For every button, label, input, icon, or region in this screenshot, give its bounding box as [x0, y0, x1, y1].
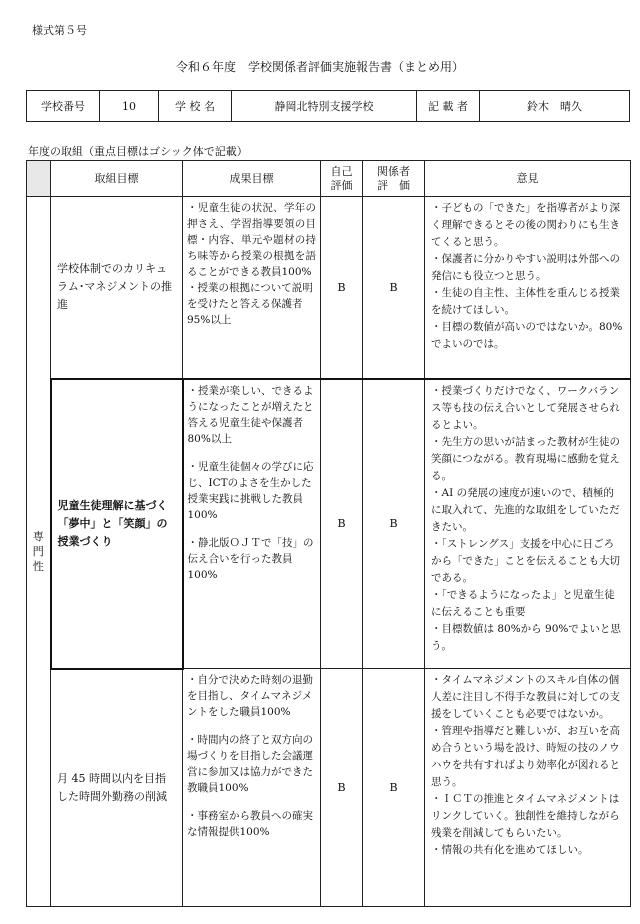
table-row: [27, 379, 631, 669]
school-number: 10: [100, 91, 159, 122]
result-cell: [183, 197, 321, 379]
opinion-item: ・情報の共有化を進めてほしい。: [431, 844, 589, 856]
header-stakeholder-eval: 関係者 評 価: [363, 161, 425, 197]
result-cell: [183, 379, 321, 669]
header-result: 成果目標: [183, 161, 321, 197]
opinion-item: ・授業づくりだけでなく、ワークバランス等も技の伝え合いとして発展させられるとよい。: [431, 384, 620, 431]
goal-cell-priority: 児童生徒理解に基づく「夢中」と「笑顔」の授業づくり: [51, 379, 183, 669]
opinion-item: ・目標数値は 80%から 90%でよいと思う。: [431, 622, 621, 652]
opinion-cell: [425, 379, 631, 669]
header-goal: 取組目標: [51, 161, 183, 197]
opinion-item: ・タイムマネジメントのスキル自体の個人差に注目し不得手な教員に対しての支援をしていくことも必要ではないか。: [431, 674, 620, 720]
opinion-cell: [425, 197, 631, 379]
self-eval: B: [321, 669, 363, 907]
school-number-label: 学校番号: [27, 91, 100, 122]
opinion-item: ・子どもの「できた」を指導者がより深く理解できるとその後の関わりにも生きてくると思う。: [431, 202, 620, 248]
opinion-item: ・生徒の自主性、主体性を重んじる授業を続けてほしい。: [431, 287, 620, 316]
goal-cell: 学校体制でのカリキュラム･マネジメントの推進: [51, 197, 183, 379]
opinion-item: ・「できるようになったよ」と児童生徒に伝えることも重要: [431, 588, 615, 618]
section-caption: 年度の取組（重点目標はゴシック体で記載）: [28, 145, 248, 158]
document-title: 令和６年度 学校関係者評価実施報告書（まとめ用）: [175, 60, 464, 74]
recorder-name: 鈴木 晴久: [480, 91, 630, 122]
opinion-item: ・ＩＣＴの推進とタイムマネジメントはリンクしていく。独創性を維持しながら残業を削減してもらいたい。: [431, 793, 620, 839]
result-item: ・時間内の終了と双方向の場づくりを目指した会議運営に参加又は協力ができた教職員100%: [187, 734, 313, 794]
header-self-eval: 自己 評価: [321, 161, 363, 197]
result-item: ・事務室から教員への確実な情報提供100%: [187, 810, 313, 838]
opinion-item: ・先生方の思いが詰まった教材が生徒の笑顔につながる。教育現場に感動を覚える。: [431, 435, 620, 482]
school-name-label: 学 校 名: [159, 91, 232, 122]
table-header-row: [27, 161, 631, 197]
opinion-item: ・AI の発展の速度が速いので、積極的に取入れて、先進的な取組をしていただきたい。: [431, 486, 620, 533]
opinion-cell: [425, 669, 631, 907]
result-cell: [183, 669, 321, 907]
stakeholder-eval: B: [363, 379, 425, 669]
table-row: [27, 669, 631, 907]
table-row: [27, 197, 631, 379]
stakeholder-eval: B: [363, 197, 425, 379]
result-item: ・授業が楽しい、できるようになったことが増えたと答える児童生徒や保護者80%以上: [187, 384, 314, 445]
goal-cell: 月 45 時間以内を目指した時間外勤務の削減: [51, 669, 183, 907]
self-eval: B: [321, 197, 363, 379]
evaluation-table: [26, 160, 631, 907]
self-eval: B: [321, 379, 363, 669]
result-item: ・自分で決めた時刻の退勤を目指し、タイムマネジメントをした職員100%: [187, 674, 313, 718]
stakeholder-eval: B: [363, 669, 425, 907]
result-item: ・児童生徒個々の学びに応じ、ICTのよさを生かした授業実践に挑戦した教員100%: [187, 460, 314, 521]
result-item: ・児童生徒の状況、学年の押さえ、学習指導要領の目標・内容、単元や題材の持ち味等から授業の根拠を語ることができる教員100%: [187, 202, 316, 278]
opinion-item: ・「ストレングス」支援を中心に日ごろから「できた」ことを伝えることも大切である。: [431, 537, 620, 584]
result-item: ・静北版ＯＪＴで「技」の伝え合いを行った教員 100%: [187, 536, 314, 581]
header-area-blank: [27, 161, 51, 197]
opinion-item: ・保護者に分かりやすい説明は外部への発信にも役立つと思う。: [431, 253, 620, 282]
school-name: 静岡北特別支援学校: [232, 91, 417, 122]
opinion-item: ・管理や指導だと難しいが、お互いを高め合うという場を設け、時短の技のノウハウを共有すればより効率化が図れると思う。: [431, 725, 620, 788]
recorder-label: 記 載 者: [417, 91, 480, 122]
form-number: 様式第５号: [32, 24, 87, 37]
result-item: ・授業の根拠について説明を受けたと答える保護者 95%以上: [187, 282, 313, 326]
school-info-table: [26, 90, 630, 122]
area-cell: 専 門 性: [27, 197, 51, 907]
header-opinion: 意見: [425, 161, 631, 197]
opinion-item: ・目標の数値が高いのではないか。80%でよいのでは。: [431, 321, 623, 350]
